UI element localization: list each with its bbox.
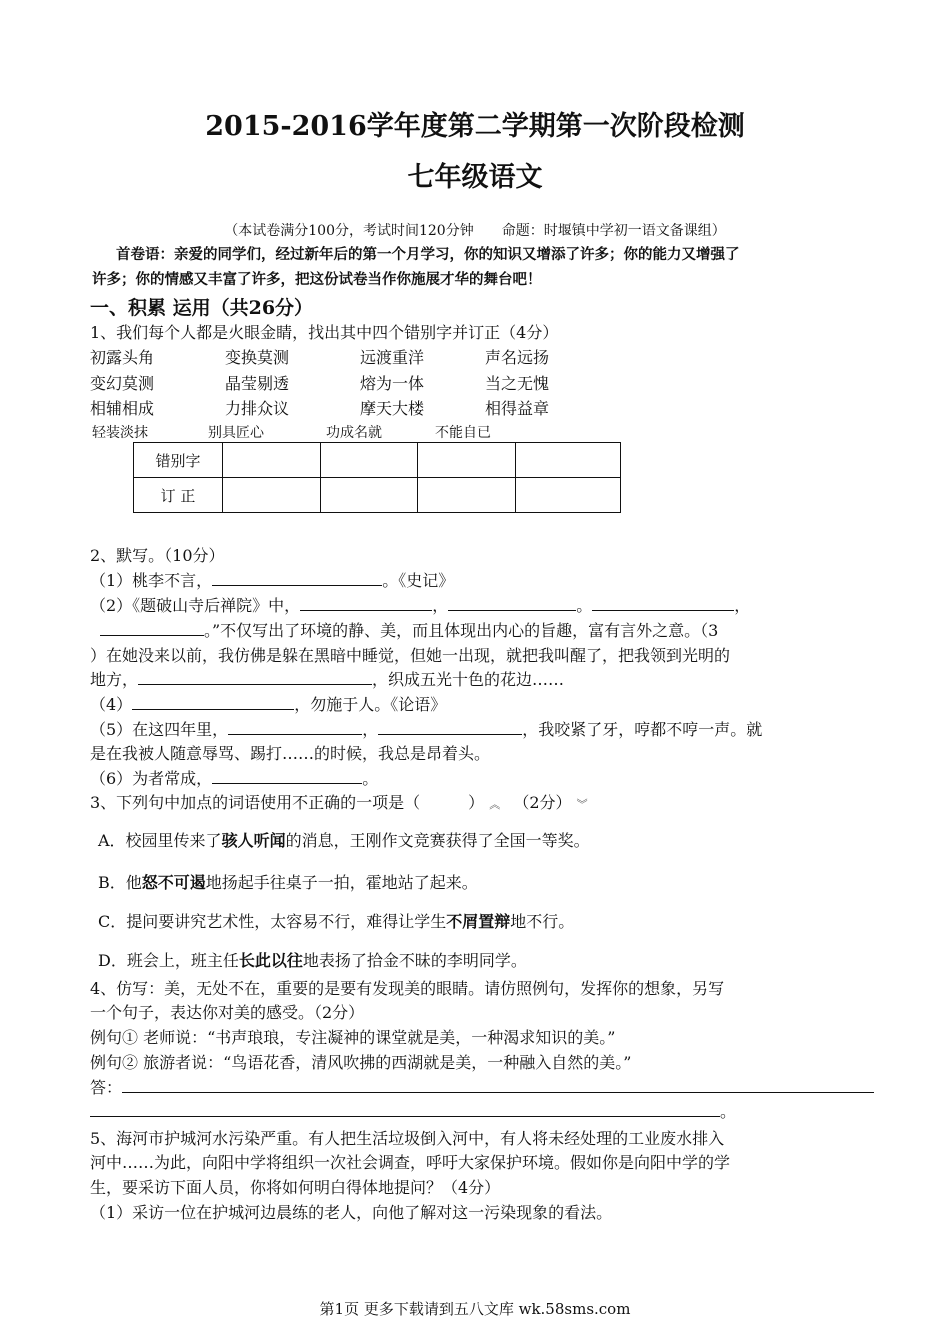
text: 。《史记》 <box>382 571 455 590</box>
answer-blank[interactable] <box>122 1076 874 1093</box>
option-a[interactable] <box>98 828 590 851</box>
word: 当之无愧 <box>485 374 550 393</box>
exam-subtitle: 七年级语文 <box>407 162 543 193</box>
text: 地扬起手往桌子一拍，霍地站了起来。 <box>205 873 478 892</box>
text: B．他 <box>98 873 142 892</box>
highlighted-phrase: 不屑置辩 <box>446 912 511 931</box>
text: 地表扬了拾金不昧的李明同学。 <box>302 951 527 970</box>
q5-item-1: （1）采访一位在护城河边晨练的老人，向他了解对这一污染现象的看法。 <box>90 1203 613 1222</box>
q2-item-3: ）在她没来以前，我仿佛是躲在黑暗中睡觉，但她一出现，就把我叫醒了，把我领到光明的 <box>90 646 731 665</box>
answer-cell[interactable] <box>418 443 516 478</box>
text: 3、下列句中加点的词语使用不正确的一项是（ ） <box>90 793 485 812</box>
section-heading: 一、积累 运用（共26分） <box>90 297 314 319</box>
answer-label: 答： <box>90 1078 123 1097</box>
fill-blank[interactable] <box>448 594 576 611</box>
text: （2）《题破山寺后禅院》中， <box>90 596 301 615</box>
word: 远渡重洋 <box>360 348 425 367</box>
q2-item-5 <box>90 717 762 740</box>
question-1: 1、我们每个人都是火眼金睛，找出其中四个错别字并订正（4分） <box>90 323 559 342</box>
word: 力排众议 <box>225 399 290 418</box>
text: C．提问要讲究艺术性，太容易不行，难得让学生 <box>98 912 447 931</box>
text: 。”不仅写出了环境的静、美，而且体现出内心的旨趣，富有言外之意。（3 <box>204 621 719 640</box>
fill-blank[interactable] <box>212 767 362 784</box>
text: ， <box>362 720 379 739</box>
word: 相辅相成 <box>90 399 155 418</box>
text: A．校园里传来了 <box>98 831 222 850</box>
word: 别具匠心 <box>208 425 264 441</box>
exam-note: （本试卷满分100分，考试时间120分钟 命题：时堰镇中学初一语文备课组） <box>224 223 726 239</box>
q2-item-6 <box>90 766 378 789</box>
answer-blank[interactable] <box>90 1100 720 1117</box>
question-3 <box>90 790 588 813</box>
fill-blank[interactable] <box>378 718 522 735</box>
q2-item-5-cont: 是在我被人随意辱骂、踢打……的时候，我总是昂着头。 <box>90 744 491 763</box>
answer-cell[interactable] <box>223 478 321 513</box>
q2-item-2 <box>90 593 750 616</box>
word: 变幻莫测 <box>90 374 155 393</box>
text: （6）为者常成， <box>90 769 213 788</box>
word: 初露头角 <box>90 348 155 367</box>
correction-table <box>133 442 621 513</box>
q2-item-4 <box>90 692 446 715</box>
q2-item-1 <box>90 568 454 591</box>
text: D．班会上，班主任 <box>98 951 239 970</box>
option-d[interactable] <box>98 948 527 971</box>
word: 轻装淡抹 <box>92 425 148 441</box>
text: ， <box>432 596 449 615</box>
answer-cell[interactable] <box>321 478 418 513</box>
word: 摩天大楼 <box>360 399 425 418</box>
caret-down-icon: ︾ <box>576 798 588 811</box>
answer-line <box>90 1075 874 1098</box>
answer-cell[interactable] <box>418 478 516 513</box>
example-2: 例句② 旅游者说：“鸟语花香，清风吹拂的西湖就是美，一种融入自然的美。” <box>90 1053 632 1072</box>
question-5-cont-2: 生，要采访下面人员，你将如何明白得体地提问？（4分） <box>90 1178 501 1197</box>
exam-title: 2015-2016学年度第二学期第一次阶段检测 <box>205 111 745 142</box>
fill-blank[interactable] <box>132 693 294 710</box>
text: （5）在这四年里， <box>90 720 229 739</box>
answer-cell[interactable] <box>223 443 321 478</box>
word: 功成名就 <box>326 425 382 441</box>
fill-blank[interactable] <box>138 668 372 685</box>
answer-cell[interactable] <box>516 443 621 478</box>
page-footer: 第1页 更多下载请到五八文库 wk.58sms.com <box>319 1300 631 1318</box>
score: （2分） <box>513 793 572 812</box>
word: 不能自已 <box>435 425 491 441</box>
text: （4） <box>90 695 133 714</box>
preface-line-2: 许多；你的情感又丰富了许多，把这份试卷当作你施展才华的舞台吧！ <box>92 271 542 288</box>
preface-line-1: 首卷语：亲爱的同学们，经过新年后的第一个月学习，你的知识又增添了许多；你的能力又增强了 <box>116 246 740 263</box>
word: 相得益章 <box>485 399 550 418</box>
text: 。 <box>576 596 593 615</box>
text: ，勿施于人。《论语》 <box>294 695 447 714</box>
text: （1）桃李不言， <box>90 571 213 590</box>
text: 。 <box>720 1102 737 1121</box>
question-4: 4、仿写：美，无处不在，重要的是要有发现美的眼睛。请仿照例句，发挥你的想象，另写 <box>90 979 725 998</box>
fill-blank[interactable] <box>212 569 382 586</box>
table-label: 订 正 <box>134 478 223 513</box>
highlighted-phrase: 怒不可遏 <box>141 873 206 892</box>
fill-blank[interactable] <box>228 718 362 735</box>
fill-blank[interactable] <box>592 594 734 611</box>
highlighted-phrase: 骇人听闻 <box>221 831 286 850</box>
text: 地方， <box>90 670 139 689</box>
word: 声名远扬 <box>485 348 550 367</box>
word: 变换莫测 <box>225 348 290 367</box>
text: ， <box>734 596 751 615</box>
question-5-cont: 河中……为此，向阳中学将组织一次社会调查，呼吁大家保护环境。假如你是向阳中学的学 <box>90 1153 731 1172</box>
example-1: 例句① 老师说：“书声琅琅，专注凝神的课堂就是美，一种渴求知识的美。” <box>90 1028 616 1047</box>
fill-blank[interactable] <box>300 594 432 611</box>
text: 地不行。 <box>510 912 575 931</box>
option-b[interactable] <box>98 870 478 893</box>
highlighted-phrase: 长此以往 <box>238 951 303 970</box>
text: ，织成五光十色的花边…… <box>372 670 565 689</box>
text: ，我咬紧了牙，哼都不哼一声。就 <box>522 720 763 739</box>
question-2: 2、默写。（10分） <box>90 546 225 565</box>
answer-line-2 <box>90 1099 736 1122</box>
answer-cell[interactable] <box>321 443 418 478</box>
option-c[interactable] <box>98 909 574 932</box>
table-label: 错别字 <box>134 443 223 478</box>
question-4-cont: 一个句子，表达你对美的感受。（2分） <box>90 1003 365 1022</box>
q2-item-3-cont <box>90 667 564 690</box>
fill-blank[interactable] <box>100 619 204 636</box>
word: 晶莹剔透 <box>225 374 290 393</box>
question-5: 5、海河市护城河水污染严重。有人把生活垃圾倒入河中，有人将未经处理的工业废水排入 <box>90 1129 725 1148</box>
answer-cell[interactable] <box>516 478 621 513</box>
text: 。 <box>362 769 379 788</box>
word: 熔为一体 <box>360 374 425 393</box>
text: 的消息，王刚作文竞赛获得了全国一等奖。 <box>285 831 590 850</box>
q2-item-2-cont <box>100 618 718 641</box>
caret-up-icon: ︽ <box>489 798 501 811</box>
